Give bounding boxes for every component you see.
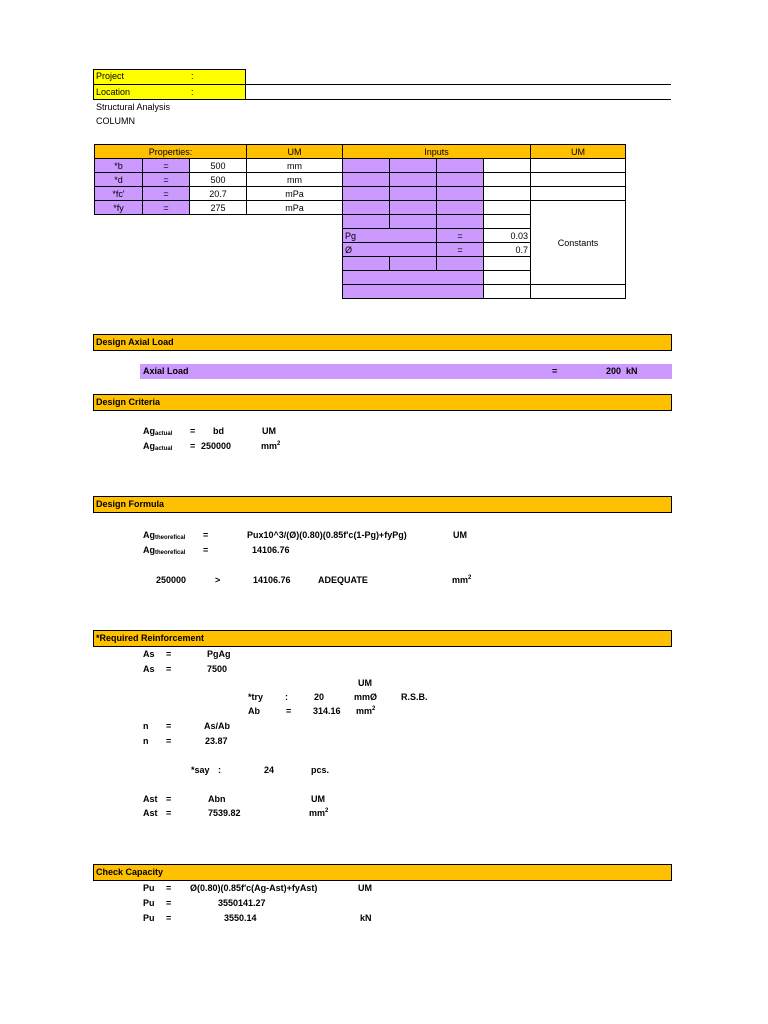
pu-label-2: Pu — [143, 898, 155, 908]
ag-theoretical-label: $Ag_{theorefical}$ — [143, 530, 186, 541]
axial-load-eq: = — [552, 366, 558, 376]
prop-eq: = — [143, 159, 190, 173]
ag-actual-eq: = — [190, 426, 196, 436]
element-title: COLUMN — [96, 116, 136, 126]
ast-value: 7539.82 — [208, 808, 241, 818]
prop-label-b: *b — [95, 159, 143, 173]
n-label-2: n — [143, 736, 149, 746]
compare-op: > — [215, 575, 221, 585]
say-colon: : — [218, 765, 221, 775]
compare-result: ADEQUATE — [318, 575, 368, 585]
location-value-line[interactable] — [246, 99, 671, 100]
inputs-header: Inputs — [343, 145, 531, 159]
ast-label: Ast — [143, 794, 158, 804]
n-eq-2: = — [166, 736, 172, 746]
axial-load-label: Axial Load — [143, 366, 189, 376]
ag-actual-formula: bd — [213, 426, 224, 436]
input-value-pg[interactable]: 0.03 — [484, 229, 531, 243]
prop-unit: mm — [247, 159, 343, 173]
ag-theoretical-eq-2: = — [203, 545, 209, 555]
axial-load-unit: kN — [626, 366, 638, 376]
location-label: Location — [96, 87, 131, 97]
as-label: As — [143, 649, 155, 659]
try-value[interactable]: 20 — [314, 692, 325, 702]
rsb-label: R.S.B. — [401, 692, 428, 702]
ag-theoretical-value: 14106.76 — [252, 545, 290, 555]
axial-load-row — [140, 364, 672, 379]
ag-actual-um: UM — [262, 426, 276, 436]
input-eq: = — [437, 243, 484, 257]
ag-actual-unit: $mm^2$ — [261, 441, 281, 451]
prop-value-d[interactable]: 500 — [190, 173, 247, 187]
pu-label-3: Pu — [143, 913, 155, 923]
try-unit: mmØ — [354, 692, 378, 702]
ast-eq-2: = — [166, 808, 172, 818]
ast-unit: $mm^2$ — [309, 808, 329, 818]
properties-table — [94, 144, 626, 299]
section-required-reinforcement: *Required Reinforcement — [93, 630, 672, 647]
prop-label-fy: *fy — [95, 201, 143, 215]
constants-label: Constants — [531, 201, 626, 285]
analysis-title: Structural Analysis — [96, 102, 171, 112]
as-value: 7500 — [207, 664, 228, 674]
ag-theoretical-um: UM — [453, 530, 467, 540]
pu-unit: kN — [360, 913, 372, 923]
ag-actual-label: $Ag_{actual}$ — [143, 426, 173, 437]
pu-um: UM — [358, 883, 372, 893]
n-formula: As/Ab — [204, 721, 231, 731]
as-formula: PgAg — [207, 649, 231, 659]
pu-value-kn: 3550.14 — [224, 913, 257, 923]
section-design-criteria: Design Criteria — [93, 394, 672, 411]
ast-um: UM — [311, 794, 325, 804]
prop-value-fy[interactable]: 275 — [190, 201, 247, 215]
section-check-capacity: Check Capacity — [93, 864, 672, 881]
try-um: UM — [358, 678, 372, 688]
ag-theoretical-eq: = — [203, 530, 209, 540]
compare-right: 14106.76 — [253, 575, 291, 585]
say-value[interactable]: 24 — [264, 765, 275, 775]
location-colon: : — [191, 87, 194, 97]
prop-unit: mPa — [247, 201, 343, 215]
as-label-2: As — [143, 664, 155, 674]
say-unit: pcs. — [311, 765, 330, 775]
as-eq: = — [166, 649, 172, 659]
pu-eq-3: = — [166, 913, 172, 923]
prop-value-b[interactable]: 500 — [190, 159, 247, 173]
ast-eq: = — [166, 794, 172, 804]
pu-eq: = — [166, 883, 172, 893]
prop-value-fc[interactable]: 20.7 — [190, 187, 247, 201]
prop-eq: = — [143, 201, 190, 215]
as-eq-2: = — [166, 664, 172, 674]
ag-theoretical-label-2: $Ag_{theorefical}$ — [143, 545, 186, 556]
n-eq: = — [166, 721, 172, 731]
ag-actual-value: 250000 — [201, 441, 232, 451]
um-header: UM — [247, 145, 343, 159]
axial-load-value[interactable]: 200 — [606, 366, 622, 376]
prop-eq: = — [143, 173, 190, 187]
input-value-phi[interactable]: 0.7 — [484, 243, 531, 257]
ag-actual-label-2: $Ag_{actual}$ — [143, 441, 173, 452]
prop-unit: mm — [247, 173, 343, 187]
input-label-pg: Pg — [343, 229, 437, 243]
ab-unit: $mm^2$ — [356, 706, 376, 716]
compare-unit: $mm^2$ — [452, 575, 472, 585]
try-colon: : — [285, 692, 288, 702]
ab-eq: = — [286, 706, 292, 716]
properties-header: Properties: — [95, 145, 247, 159]
prop-label-d: *d — [95, 173, 143, 187]
section-design-formula: Design Formula — [93, 496, 672, 513]
ab-value: 314.16 — [313, 706, 341, 716]
try-label: *try — [248, 692, 264, 702]
pu-formula: Ø(0.80)(0.85f'c(Ag-Ast)+fyAst) — [190, 883, 318, 893]
ag-actual-eq-2: = — [190, 441, 196, 451]
um-header-2: UM — [531, 145, 626, 159]
project-colon: : — [191, 71, 194, 81]
prop-unit: mPa — [247, 187, 343, 201]
compare-left: 250000 — [156, 575, 187, 585]
n-label: n — [143, 721, 149, 731]
ab-label: Ab — [248, 706, 260, 716]
prop-label-fc: *fc' — [95, 187, 143, 201]
section-axial-load: Design Axial Load — [93, 334, 672, 351]
pu-eq-2: = — [166, 898, 172, 908]
input-eq: = — [437, 229, 484, 243]
ast-formula: Abn — [208, 794, 226, 804]
say-label: *say — [191, 765, 210, 775]
ast-label-2: Ast — [143, 808, 158, 818]
input-label-phi: Ø — [343, 243, 437, 257]
pu-value-n: 3550141.27 — [218, 898, 266, 908]
n-value: 23.87 — [205, 736, 228, 746]
ag-theoretical-expr: Pux10^3/(Ø)(0.80)(0.85f'c(1-Pg)+fyPg) — [247, 530, 407, 540]
prop-eq: = — [143, 187, 190, 201]
project-value-line[interactable] — [246, 84, 671, 85]
project-label: Project — [96, 71, 125, 81]
pu-label: Pu — [143, 883, 155, 893]
